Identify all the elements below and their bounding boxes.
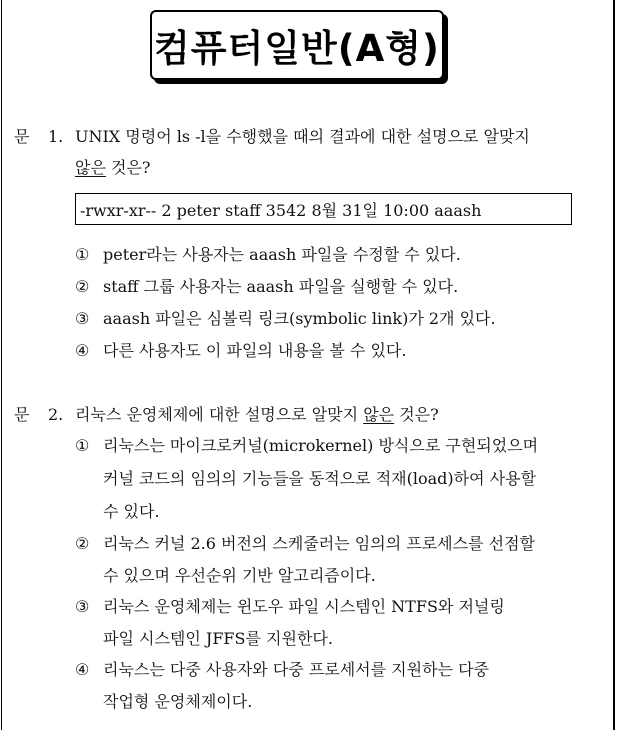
question-1-text-line2 bbox=[75, 158, 151, 178]
option-text: 다른 사용자도 이 파일의 내용을 볼 수 있다. bbox=[103, 341, 407, 360]
page-right-border bbox=[613, 0, 615, 730]
question-1-text-line1: UNIX 명령어 ls -l을 수행했을 때의 결과에 대한 설명으로 알맞지 bbox=[75, 127, 530, 146]
question-2-text-before: 리눅스 운영체제에 대한 설명으로 알맞지 bbox=[75, 405, 364, 424]
question-1-option-4[interactable] bbox=[75, 341, 406, 361]
page-left-border bbox=[1, 0, 2, 730]
option-number: ② bbox=[75, 534, 90, 553]
option-number: ④ bbox=[75, 660, 90, 679]
option-number: ③ bbox=[75, 597, 90, 616]
option-text: peter라는 사용자는 aaash 파일을 수정할 수 있다. bbox=[103, 245, 461, 264]
option-text-line: 커널 코드의 임의의 기능들을 동적으로 적재(load)하여 사용할 bbox=[103, 469, 537, 488]
option-number: ④ bbox=[75, 341, 90, 360]
option-text-line: 수 있으며 우선순위 기반 알고리즘이다. bbox=[103, 566, 376, 585]
question-2-number: 2. bbox=[48, 405, 64, 424]
option-number: ① bbox=[75, 245, 90, 264]
question-1-option-3[interactable] bbox=[75, 309, 496, 329]
option-text-line: 리눅스 운영체제는 윈도우 파일 시스템인 NTFS와 저널링 bbox=[103, 597, 505, 616]
option-text-line: 파일 시스템인 JFFS를 지원한다. bbox=[103, 629, 333, 648]
question-1-option-2[interactable] bbox=[75, 277, 458, 297]
command-output-text: -rwxr-xr-- 2 peter staff 3542 8월 31일 10:00 aaash bbox=[80, 200, 482, 220]
option-text-line: 리눅스는 다중 사용자와 다중 프로세서를 지원하는 다중 bbox=[103, 660, 490, 679]
exam-title-box bbox=[150, 10, 444, 80]
option-text-line: 리눅스는 마이크로커널(microkernel) 방식으로 구현되었으며 bbox=[103, 436, 539, 455]
question-1-underlined-word: 않은 bbox=[75, 158, 106, 177]
option-text-line: 작업형 운영체제이다. bbox=[103, 692, 253, 711]
question-2-underlined-word: 않은 bbox=[363, 405, 395, 424]
option-number: ① bbox=[75, 436, 90, 455]
exam-title: 컴퓨터일반(A형) bbox=[154, 27, 440, 70]
question-2-marker: 문 bbox=[14, 405, 30, 424]
option-text-line: 수 있다. bbox=[103, 502, 160, 521]
question-1-text-line2-rest: 것은? bbox=[105, 158, 151, 177]
option-number: ③ bbox=[75, 309, 90, 328]
question-2-text bbox=[75, 405, 439, 425]
option-number: ② bbox=[75, 277, 90, 296]
question-1-number: 1. bbox=[48, 127, 64, 146]
question-1-marker: 문 bbox=[14, 127, 30, 146]
option-text-line: 리눅스 커널 2.6 버전의 스케줄러는 임의의 프로세스를 선점할 bbox=[103, 534, 535, 553]
question-2-text-after: 것은? bbox=[394, 405, 439, 424]
command-output-box bbox=[75, 193, 572, 225]
question-1-option-1[interactable] bbox=[75, 245, 461, 265]
option-text: staff 그룹 사용자는 aaash 파일을 실행할 수 있다. bbox=[103, 277, 459, 296]
option-text: aaash 파일은 심볼릭 링크(symbolic link)가 2개 있다. bbox=[103, 309, 496, 328]
